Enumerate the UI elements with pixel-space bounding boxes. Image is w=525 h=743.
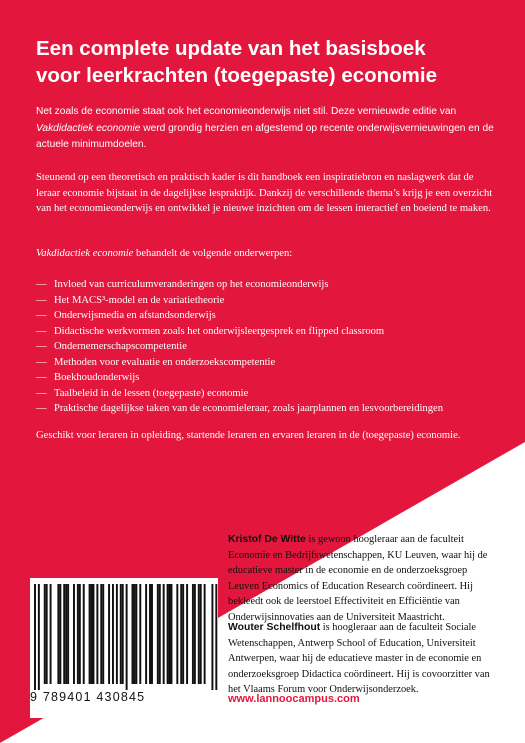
dash-bullet: — (36, 310, 47, 321)
description-paragraph: Steunend op een theoretisch en praktisch kader is dit handboek een inspiratiebron en naslagwerk dat de leraar economie bijstaat in de dagelijkse lespraktijk. Dankzij de verschillende thema’s krijg je een overzicht van het economieonderwijs en ontwikkel je nieuwe inzichten om de lessen interactief en boeiend te maken. (36, 172, 493, 214)
barcode-bar (169, 584, 171, 684)
dash-bullet: — (36, 403, 47, 414)
barcode-bar (211, 584, 213, 690)
headline (36, 35, 496, 89)
headline-line-1: Een complete update van het basisboek (36, 37, 426, 60)
barcode-bars (30, 578, 218, 690)
barcode-bar (73, 584, 75, 684)
topic-text: Methoden voor evaluatie en onderzoekscompetentie (54, 356, 276, 368)
barcode-bar (120, 584, 122, 684)
topics-intro (36, 246, 496, 262)
barcode-bar (167, 584, 169, 684)
topic-item (36, 355, 496, 371)
topic-text: Invloed van curriculumveranderingen op het economieonderwijs (54, 279, 329, 290)
barcode-bar (79, 584, 81, 684)
barcode-bar (186, 584, 188, 684)
author-name-1: Kristof De Witte (228, 534, 306, 545)
topic-text: Taalbeleid in de lessen (toegepaste) economie (54, 387, 249, 399)
intro-text-1: Net zoals de economie staat ook het economieonderwijs niet stil. Deze vernieuwde editie van (36, 106, 457, 117)
topic-text: Ondernemerschapscompetentie (54, 341, 187, 352)
author-bio-text-2: is hoogleraar aan de faculteit Sociale Wetenschappen, Antwerp School of Education, Universiteit Antwerpen, waar hij de educatieve master in de economie en onderzoeksgroep Didactica coördineert. Hij is covoorzitter van het Vlaams Forum voor Onderwijsonderzoek. (228, 622, 490, 695)
dash-bullet: — (36, 387, 47, 399)
dash-bullet: — (36, 356, 47, 368)
barcode-bar (192, 584, 194, 684)
barcode-bar (135, 584, 137, 684)
topics-list (36, 277, 496, 417)
topics-intro-book-title: Vakdidactiek economie (36, 248, 134, 259)
barcode-bar (145, 584, 147, 684)
topic-item (36, 308, 496, 324)
barcode-bar (171, 584, 173, 684)
barcode-bar (215, 584, 217, 690)
barcode-bar (50, 584, 52, 684)
dash-bullet: — (36, 341, 47, 352)
barcode-bar (93, 584, 95, 684)
barcode-bar (180, 584, 182, 684)
headline-line-2: voor leerkrachten (toegepaste) economie (36, 64, 438, 87)
intro-book-title: Vakdidactiek economie (36, 122, 141, 134)
barcode-bar (63, 584, 65, 684)
barcode-bar (34, 584, 36, 690)
barcode-bar (122, 584, 124, 684)
barcode-bar (57, 584, 59, 684)
topics-intro-text: behandelt de volgende onderwerpen: (133, 248, 293, 259)
topic-text: Het MACS³-model en de variatietheorie (54, 294, 225, 306)
barcode-bar (96, 584, 98, 684)
barcode-bar (194, 584, 196, 684)
barcode-bar (83, 584, 85, 684)
barcode-bar (200, 584, 202, 684)
barcode-bar (139, 584, 141, 684)
barcode-bar (176, 584, 178, 684)
barcode-bar (157, 584, 159, 684)
author-bio-1 (228, 532, 493, 625)
barcode-bar (102, 584, 104, 684)
barcode-bar (91, 584, 93, 684)
barcode-bar (149, 584, 151, 684)
barcode-bar (132, 584, 134, 684)
author-bio-text-1: is gewoon hoogleraar aan de faculteit Economie en Bedrijfswetenschappen, KU Leuven, waar hij de educatieve master in de economie en de onderzoeksgroep Leuven Economics of Education Research coördineert. Hij bekleedt ook de leerstoel Effectiviteit en Efficiëntie van Onderwijsinnovaties aan de Universiteit Maastricht. (228, 534, 488, 623)
barcode-bar (182, 584, 184, 684)
barcode-bar (44, 584, 46, 684)
audience-paragraph: Geschikt voor leraren in opleiding, startende leraren en ervaren leraren in de (toegepaste) economie. (36, 430, 461, 441)
topic-text: Praktische dagelijkse taken van de economieleraar, zoals jaarplannen en lesvoorbereidingen (54, 403, 444, 414)
topic-item (36, 386, 496, 402)
barcode-bar (133, 584, 135, 684)
barcode (30, 578, 218, 718)
barcode-bar (116, 584, 118, 684)
topic-text: Onderwijsmedia en afstandsonderwijs (54, 310, 216, 321)
dash-bullet: — (36, 325, 47, 337)
topic-item (36, 293, 496, 309)
author-bio-2 (228, 620, 493, 698)
author-name-2: Wouter Schelfhout (228, 622, 321, 633)
dash-bullet: — (36, 279, 47, 290)
barcode-bar (65, 584, 67, 684)
publisher-website-link[interactable]: www.lannoocampus.com (228, 693, 360, 705)
barcode-bar (89, 584, 91, 684)
topic-item (36, 324, 496, 340)
barcode-bar (112, 584, 114, 684)
topic-text: Didactische werkvormen zoals het onderwijsleergesprek en flipped classroom (54, 325, 385, 337)
topic-item (36, 401, 496, 417)
topic-item (36, 370, 496, 386)
barcode-bar (204, 584, 206, 684)
intro-text-2: werd grondig herzien en afgestemd op recente onderwijsvernieuwingen en de actuele minimumdoelen. (36, 122, 494, 150)
intro-paragraph (36, 104, 496, 154)
topic-item (36, 339, 496, 355)
dash-bullet: — (36, 294, 47, 306)
barcode-bar (38, 584, 40, 690)
barcode-bar (151, 584, 153, 684)
isbn-number: 9 789401 430845 (30, 690, 146, 704)
barcode-bar (198, 584, 200, 684)
barcode-bar (159, 584, 161, 684)
dash-bullet: — (36, 372, 47, 383)
topic-text: Boekhoudonderwijs (54, 372, 140, 383)
barcode-bar (77, 584, 79, 684)
barcode-bar (108, 584, 110, 684)
barcode-bar (163, 584, 165, 684)
barcode-bar (67, 584, 69, 684)
barcode-bar (100, 584, 102, 684)
barcode-bar (59, 584, 61, 684)
barcode-bar (46, 584, 48, 684)
topic-item (36, 277, 496, 293)
barcode-bar (126, 584, 128, 690)
